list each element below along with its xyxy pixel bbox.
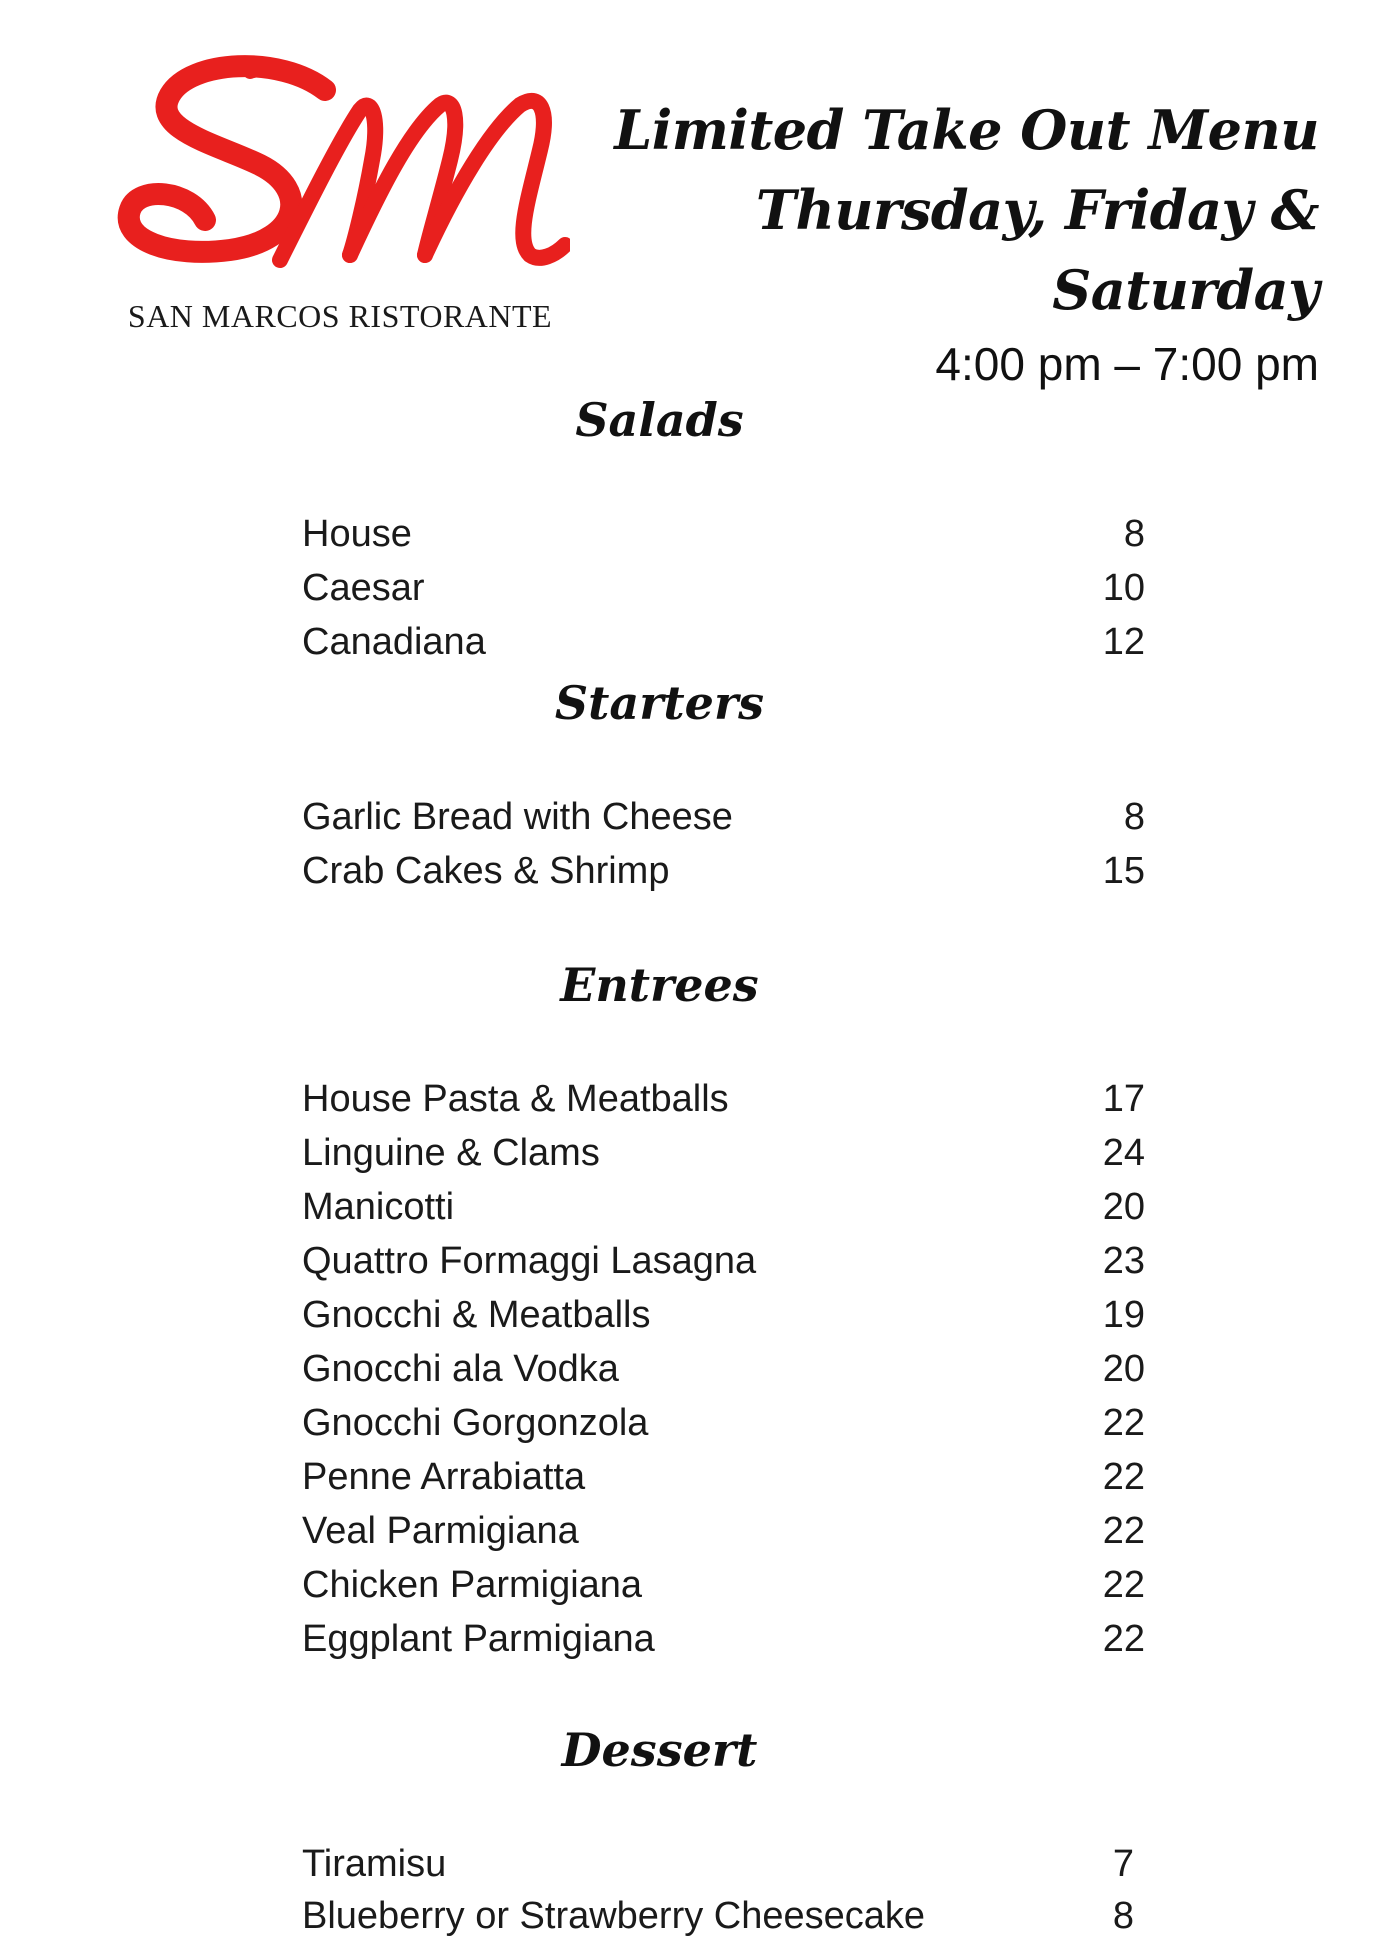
section-title-entrees: Entrees xyxy=(560,958,759,1012)
menu-item xyxy=(302,507,1145,561)
menu-item xyxy=(302,1450,1145,1504)
item-price: 22 xyxy=(1102,1563,1145,1606)
item-price: 7 xyxy=(1112,1842,1134,1885)
item-price: 10 xyxy=(1102,566,1145,609)
item-price: 17 xyxy=(1102,1077,1145,1120)
section-title-starters: Starters xyxy=(554,676,765,730)
menu-item xyxy=(302,1072,1145,1126)
item-name: Garlic Bread with Cheese xyxy=(302,795,733,838)
menu-item xyxy=(302,561,1145,615)
menu-hours: 4:00 pm – 7:00 pm xyxy=(935,338,1319,390)
item-price: 8 xyxy=(1123,795,1145,838)
item-price: 19 xyxy=(1102,1293,1145,1336)
item-price: 20 xyxy=(1102,1185,1145,1228)
menu-item xyxy=(302,1889,1134,1943)
item-name: Blueberry or Strawberry Cheesecake xyxy=(302,1894,926,1937)
menu-item xyxy=(302,1837,1134,1891)
item-price: 24 xyxy=(1102,1131,1145,1174)
menu-item xyxy=(302,790,1145,844)
section-title-dessert: Dessert xyxy=(561,1723,758,1777)
menu-item xyxy=(302,615,1145,669)
menu-item xyxy=(302,1180,1145,1234)
item-price: 22 xyxy=(1102,1617,1145,1660)
item-price: 12 xyxy=(1102,620,1145,663)
item-price: 20 xyxy=(1102,1347,1145,1390)
item-price: 22 xyxy=(1102,1509,1145,1552)
menu-days: Thursday, Friday & Saturday xyxy=(755,178,1319,322)
menu-item xyxy=(302,1234,1145,1288)
menu-item xyxy=(302,1612,1145,1666)
menu-item xyxy=(302,1396,1145,1450)
section-title-salads: Salads xyxy=(575,393,744,447)
item-price: 8 xyxy=(1123,512,1145,555)
item-name: Canadiana xyxy=(302,620,486,663)
menu-item xyxy=(302,1126,1145,1180)
item-price: 8 xyxy=(1112,1894,1134,1937)
item-price: 22 xyxy=(1102,1455,1145,1498)
menu-item xyxy=(302,1342,1145,1396)
item-name: Eggplant Parmigiana xyxy=(302,1617,655,1660)
item-name: Caesar xyxy=(302,566,425,609)
item-price: 23 xyxy=(1102,1239,1145,1282)
menu-item xyxy=(302,1288,1145,1342)
menu-header xyxy=(559,90,1319,396)
item-name: Tiramisu xyxy=(302,1842,447,1885)
item-name: Crab Cakes & Shrimp xyxy=(302,849,670,892)
item-name: Chicken Parmigiana xyxy=(302,1563,643,1606)
item-name: Gnocchi Gorgonzola xyxy=(302,1401,649,1444)
menu-item xyxy=(302,1558,1145,1612)
item-name: Gnocchi ala Vodka xyxy=(302,1347,619,1390)
item-price: 22 xyxy=(1102,1401,1145,1444)
sm-monogram-logo xyxy=(110,50,570,290)
item-name: Gnocchi & Meatballs xyxy=(302,1293,651,1336)
restaurant-name: SAN MARCOS RISTORANTE xyxy=(127,298,553,334)
menu-title: Limited Take Out Menu xyxy=(614,98,1319,162)
item-name: Linguine & Clams xyxy=(302,1131,600,1174)
item-name: Penne Arrabiatta xyxy=(302,1455,586,1498)
item-name: House xyxy=(302,512,412,555)
restaurant-logo xyxy=(105,50,575,340)
item-price: 15 xyxy=(1102,849,1145,892)
item-name: Quattro Formaggi Lasagna xyxy=(302,1239,757,1282)
menu-item xyxy=(302,1504,1145,1558)
item-name: House Pasta & Meatballs xyxy=(302,1077,729,1120)
item-name: Veal Parmigiana xyxy=(302,1509,579,1552)
item-name: Manicotti xyxy=(302,1185,455,1228)
menu-item xyxy=(302,844,1145,898)
